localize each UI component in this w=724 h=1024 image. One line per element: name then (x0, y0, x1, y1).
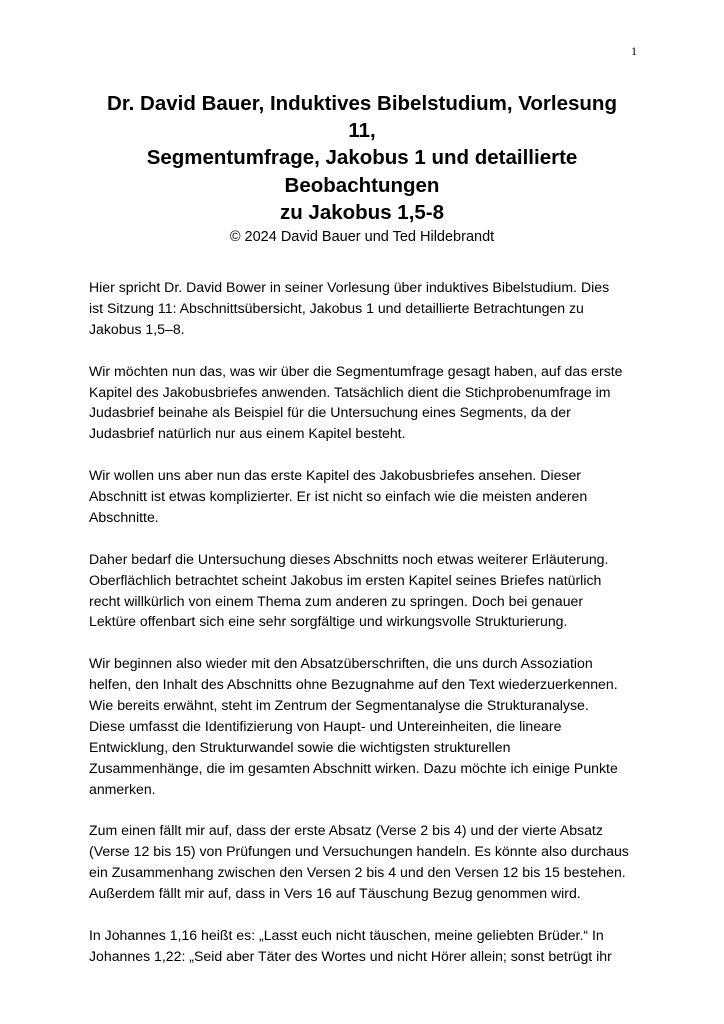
text-line: Wir möchten nun das, was wir über die Segmentumfrage gesagt haben, auf das erste (89, 362, 623, 379)
text-line: helfen, den Inhalt des Abschnitts ohne Bezugnahme auf den Text wiederzuerkennen. (89, 676, 618, 693)
title-line: Beobachtungen (284, 173, 440, 197)
text-line: Entwicklung, den Strukturwandel sowie die wichtigsten strukturellen (89, 738, 511, 755)
title-line: Dr. David Bauer, Induktives Bibelstudium, Vorlesung (107, 92, 617, 115)
text-line: Diese umfasst die Identifizierung von Haupt- und Untereinheiten, die lineare (89, 717, 562, 734)
text-line: ist Sitzung 11: Abschnittsübersicht, Jakobus 1 und detaillierte Betrachtungen zu (89, 299, 584, 316)
page-number: 1 (631, 44, 637, 58)
text-line: (Verse 12 bis 15) von Prüfungen und Versuchungen handeln. Es könnte also durchaus (89, 843, 629, 860)
paragraph-explanation (89, 549, 649, 633)
paragraph-intro (89, 277, 649, 340)
text-line: Abschnitt ist etwas komplizierter. Er ist nicht so einfach wie die meisten anderen (89, 488, 588, 505)
text-line: Wir wollen uns aber nun das erste Kapitel des Jakobusbriefes ansehen. Dieser (89, 467, 581, 484)
text-line: Wir beginnen also wieder mit den Absatzüberschriften, die uns durch Assoziation (89, 655, 593, 672)
paragraph-quotes (89, 925, 649, 967)
body-text (89, 277, 649, 988)
text-line: Lektüre offenbart sich eine sehr sorgfältige und wirkungsvolle Strukturierung. (89, 613, 568, 630)
text-line: anmerken. (89, 780, 156, 797)
text-line: In Johannes 1,16 heißt es: „Lasst euch nicht täuschen, meine geliebten Brüder.“ In (89, 927, 604, 943)
title-line: 11, (348, 119, 376, 143)
title-line: Segmentumfrage, Jakobus 1 und detaillierte (146, 146, 578, 170)
text-line: Zum einen fällt mir auf, dass der erste Absatz (Verse 2 bis 4) und der vierte Absatz (89, 822, 603, 839)
document-title (80, 90, 644, 247)
paragraph-james-chapter (89, 465, 649, 528)
text-line: Johannes 1,22: „Seid aber Täter des Wortes und nicht Hörer allein; sonst betrügt ihr (89, 947, 612, 964)
text-line: Oberflächlich betrachtet scheint Jakobus im ersten Kapitel seines Briefes natürlich (89, 571, 602, 588)
text-line: Judasbrief beinahe als Beispiel für die Untersuchung eines Segments, da der (89, 404, 571, 421)
text-line: recht willkürlich von einem Thema zum anderen zu springen. Doch bei genauer (89, 592, 584, 609)
text-line: Abschnitte. (89, 508, 159, 525)
text-line: ein Zusammenhang zwischen den Versen 2 bis 4 und den Versen 12 bis 15 bestehen. (89, 864, 626, 881)
text-line: Daher bedarf die Untersuchung dieses Abschnitts noch etwas weiterer Erläuterung. (89, 550, 609, 567)
paragraph-segment-survey (89, 361, 649, 445)
text-line: Hier spricht Dr. David Bower in seiner Vorlesung über induktives Bibelstudium. Dies (89, 279, 610, 295)
text-line: Zusammenhänge, die im gesamten Abschnitt wirken. Dazu möchte ich einige Punkte (89, 759, 618, 776)
paragraph-trials (89, 820, 649, 904)
copyright-notice: © 2024 David Bauer und Ted Hildebrandt (229, 229, 495, 246)
text-line: Kapitel des Jakobusbriefes anwenden. Tatsächlich dient die Stichprobenumfrage im (89, 383, 611, 400)
title-line: zu Jakobus 1,5-8 (279, 200, 445, 224)
text-line: Außerdem fällt mir auf, dass in Vers 16 auf Täuschung Bezug genommen wird. (89, 885, 581, 902)
text-line: Wie bereits erwähnt, steht im Zentrum der Segmentanalyse die Strukturanalyse. (89, 697, 589, 714)
text-line: Jakobus 1,5–8. (89, 320, 185, 337)
text-line: Judasbrief natürlich nur aus einem Kapitel besteht. (89, 425, 406, 442)
paragraph-structure-analysis (89, 653, 649, 799)
